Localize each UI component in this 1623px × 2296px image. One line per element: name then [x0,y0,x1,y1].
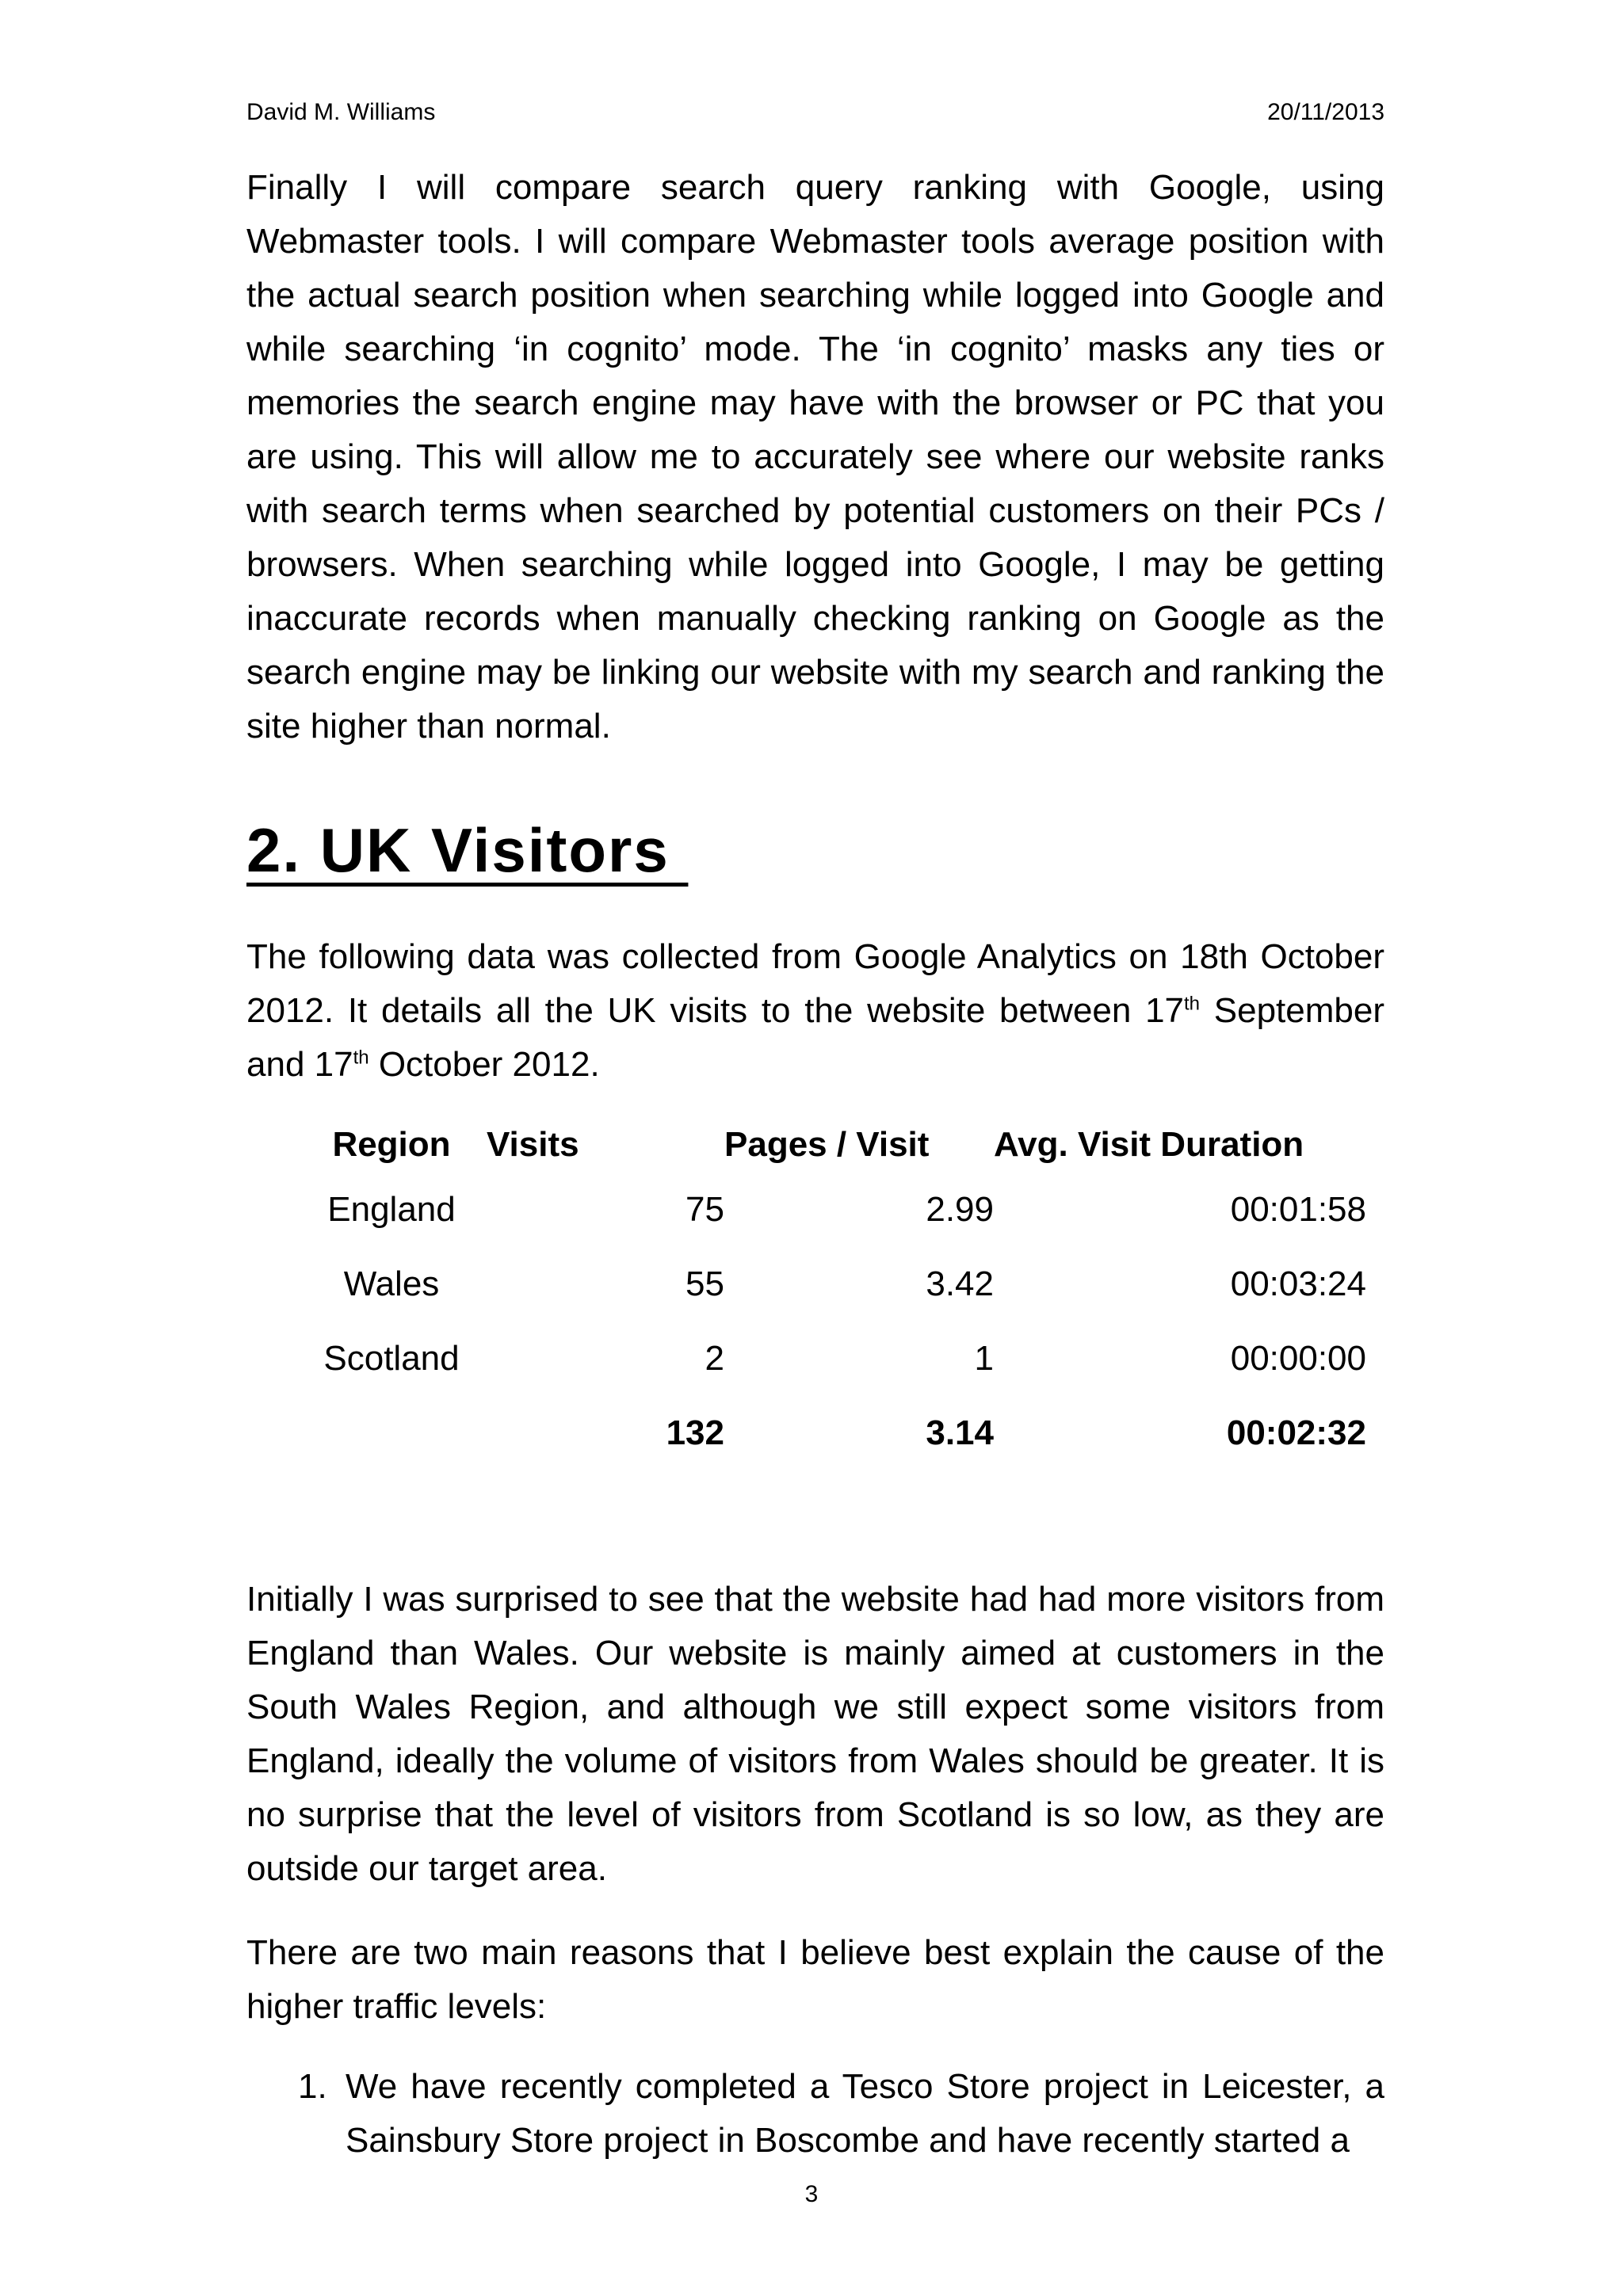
header-author: David M. Williams [246,99,436,125]
list-item-number: 1. [298,2067,327,2106]
list-item-text: We have recently completed a Tesco Store project in Leicester, a Sainsbury Store project in Boscombe and have recently started a [346,2067,1384,2160]
total-visits: 132 [666,1413,724,1452]
paragraph-data-intro [246,930,1384,1092]
cell-duration: 00:03:24 [1230,1264,1366,1303]
header-avg-visit-duration: Avg. Visit Duration [994,1125,1304,1164]
cell-pages: 2.99 [926,1190,994,1229]
paragraph-reasons-intro: There are two main reasons that I believe best explain the cause of the higher traffic levels: [246,1933,1384,2026]
intro-text-part2: September and 17 [246,991,1384,1084]
page-number: 3 [804,2181,819,2207]
total-duration: 00:02:32 [1226,1413,1366,1452]
table-row [296,1173,1366,1247]
paragraph-analysis: Initially I was surprised to see that the website had had more visitors from England than Wales. Our website is mainly aimed at customers in the South Wales Region, and although we still expect some visitors from England, ideally the volume of visitors from Wales should be greater. It is no surprise that the level of visitors from Scotland is so low, as they are outside our target area. [246,1580,1384,1888]
header-date: 20/11/2013 [1267,99,1384,125]
cell-pages: 1 [974,1339,994,1378]
cell-pages: 3.42 [926,1264,994,1303]
header-pages-per-visit: Pages / Visit [724,1125,930,1164]
cell-visits: 75 [685,1190,724,1229]
cell-visits: 2 [705,1339,724,1378]
cell-duration: 00:00:00 [1230,1339,1366,1378]
uk-visits-table [296,1117,1366,1470]
table-header-row [296,1117,1366,1173]
table-row [296,1247,1366,1322]
cell-duration: 00:01:58 [1230,1190,1366,1229]
paragraph-webmaster-tools: Finally I will compare search query ranking with Google, using Webmaster tools. I will compare Webmaster tools average position with the actual search position when searching while logged into Google and while searching ‘in cognito’ mode. The ‘in cognito’ masks any ties or memories the search engine may have with the browser or PC that you are using. This will allow me to accurately see where our website ranks with search terms when searched by potential customers on their PCs / browsers. When searching while logged into Google, I may be getting inaccurate records when manually checking ranking on Google as the search engine may be linking our website with my search and ranking the site higher than normal. [246,168,1384,746]
cell-region: Wales [343,1264,440,1303]
total-region [296,1396,487,1470]
header-visits: Visits [487,1125,579,1164]
section-heading-uk-visitors: 2. UK Visitors [246,815,689,885]
list-item [246,2060,1384,2168]
intro-text-part3: October 2012. [369,1045,600,1084]
table-total-row [296,1396,1366,1470]
intro-superscript-1: th [1184,993,1201,1015]
reasons-list [246,2060,1384,2168]
header-region: Region [332,1125,451,1164]
page-header [246,95,1384,130]
total-pages: 3.14 [926,1413,994,1452]
cell-visits: 55 [685,1264,724,1303]
intro-text-part1: The following data was collected from Google Analytics on 18th October 2012. It details all the UK visits to the website between 17 [246,937,1384,1030]
intro-superscript-2: th [353,1047,369,1069]
table-row [296,1322,1366,1396]
cell-region: England [327,1190,456,1229]
cell-region: Scotland [323,1339,460,1378]
